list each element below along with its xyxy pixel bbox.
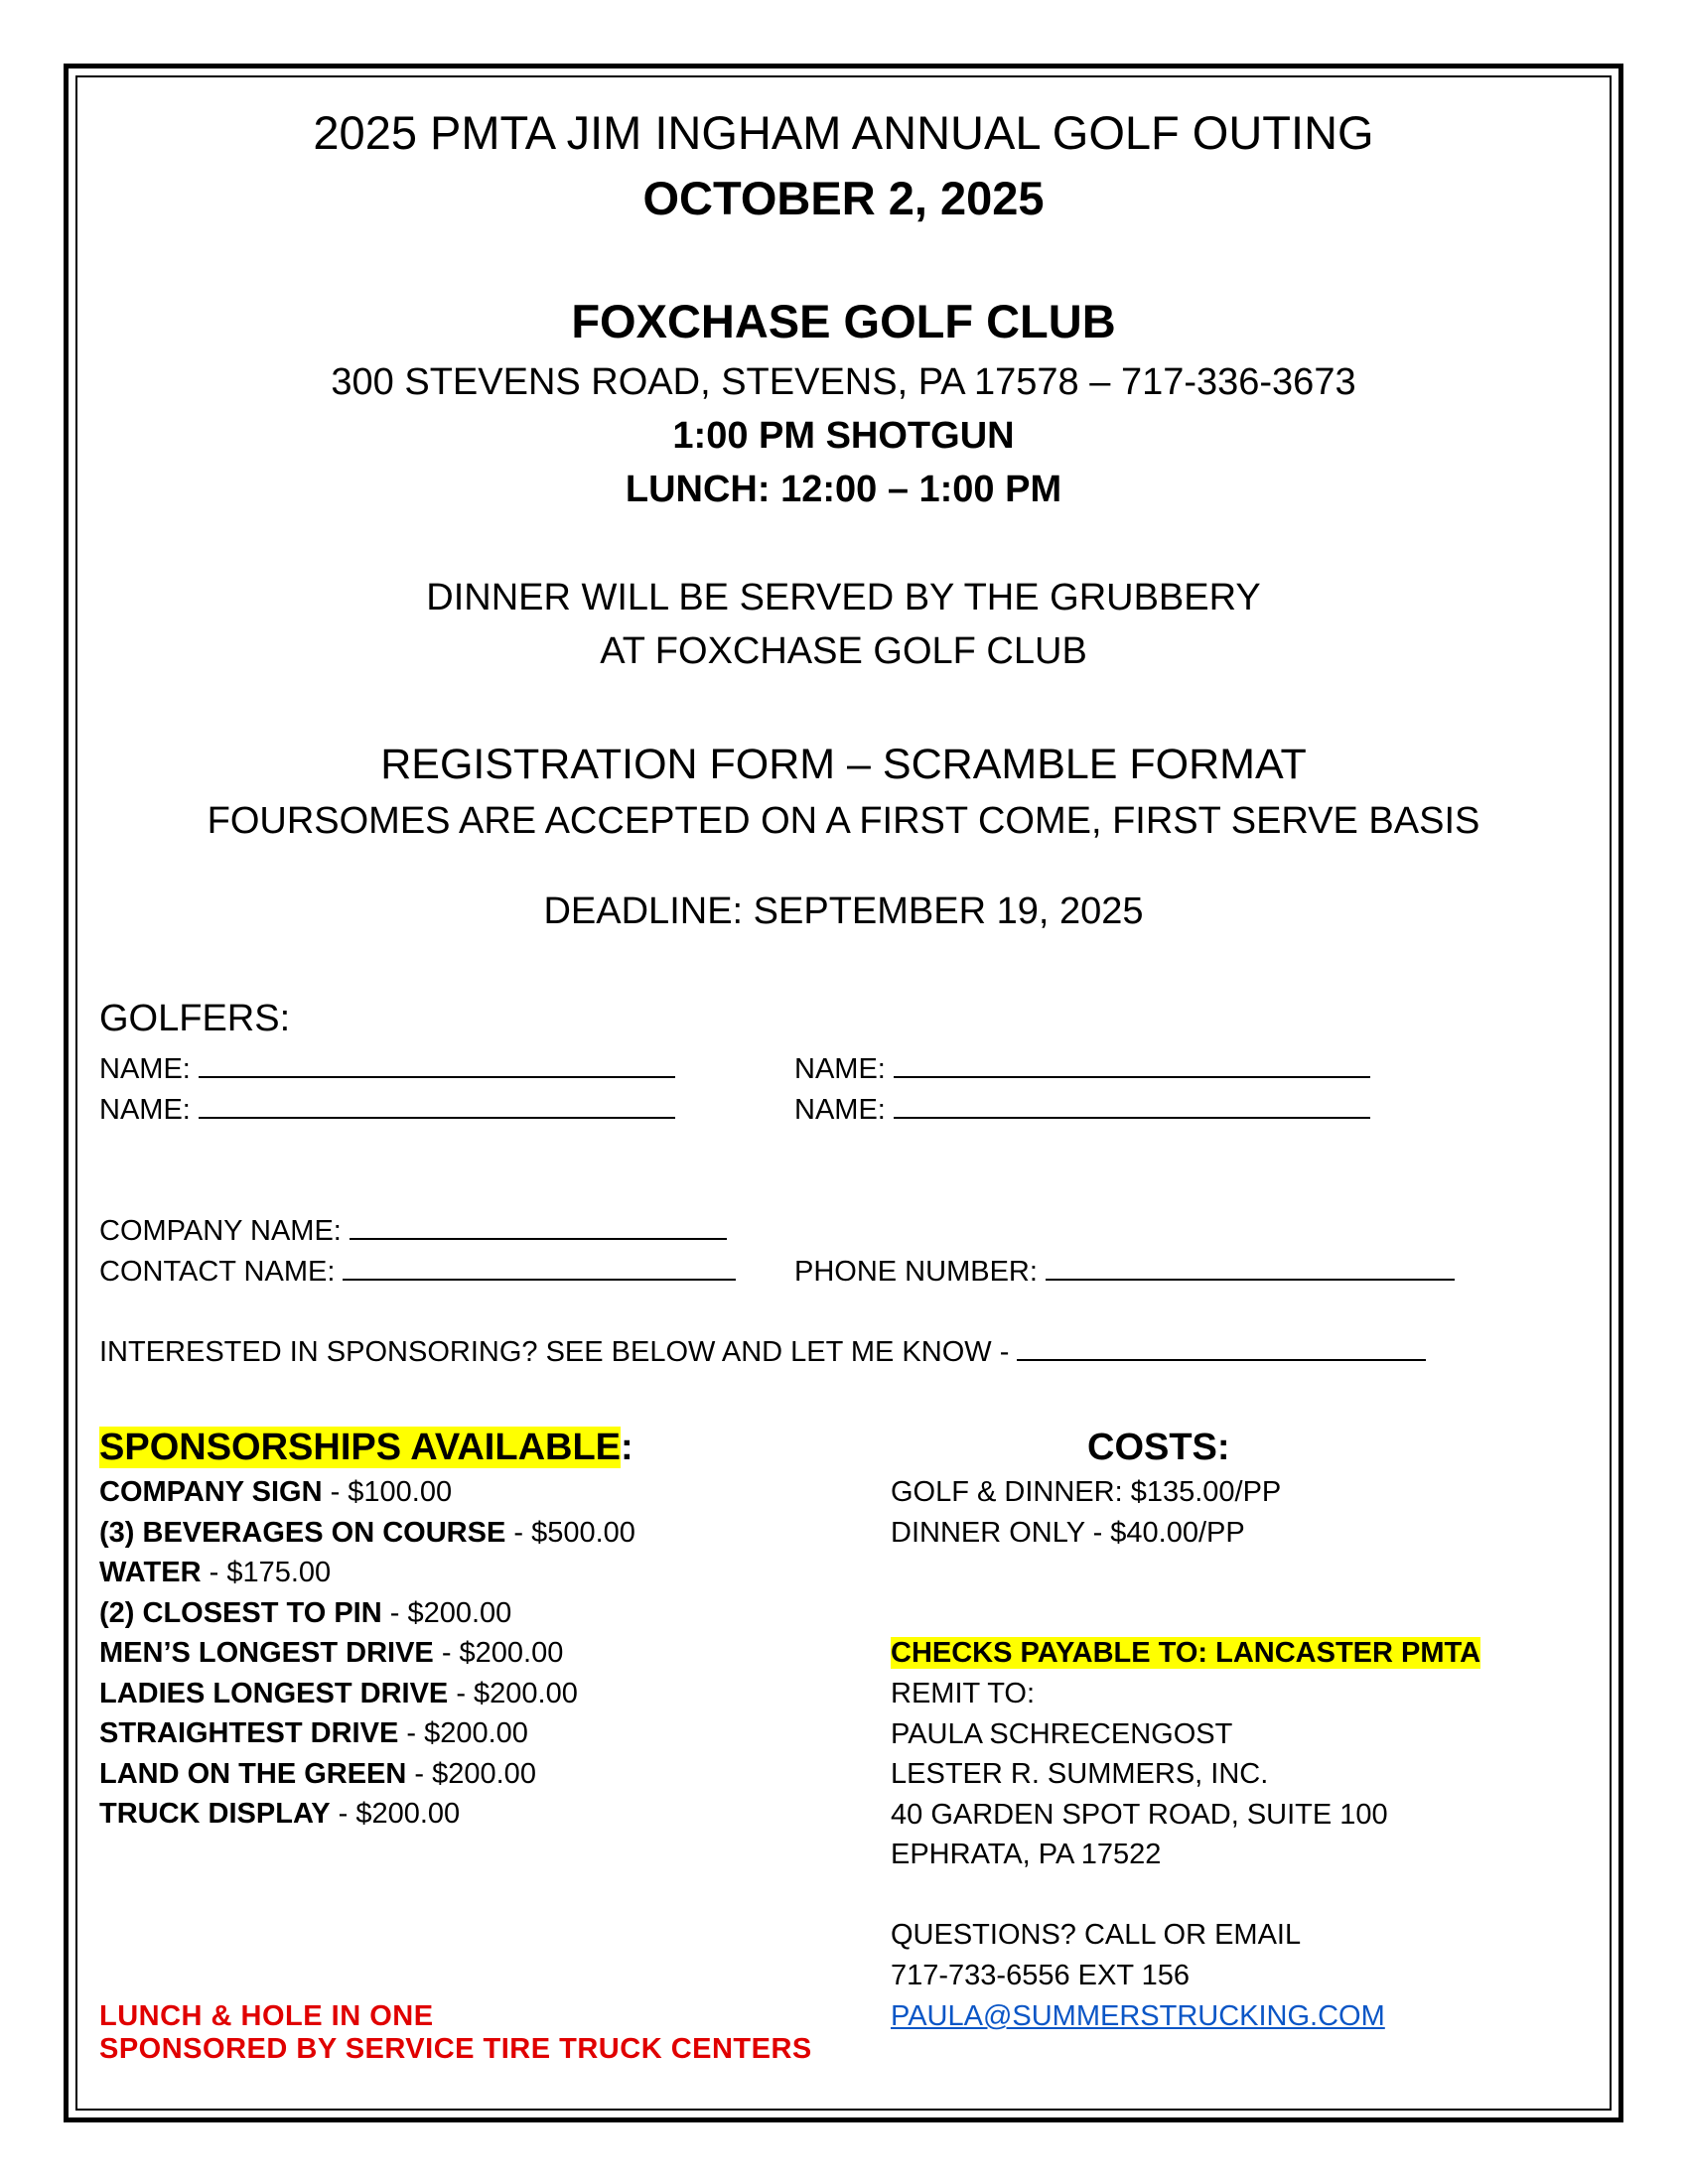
contact-label: CONTACT NAME: xyxy=(99,1256,336,1288)
sponsorship-name: (2) CLOSEST TO PIN xyxy=(99,1596,382,1629)
sponsor-interest-row xyxy=(99,1333,1426,1369)
golfer-name-field-4[interactable] xyxy=(894,1091,1370,1119)
company-row xyxy=(99,1212,727,1248)
event-date: OCTOBER 2, 2025 xyxy=(642,172,1045,224)
name-label: NAME: xyxy=(99,1094,191,1126)
deadline: DEADLINE: SEPTEMBER 19, 2025 xyxy=(543,890,1144,932)
email-link[interactable]: PAULA@SUMMERSTRUCKING.COM xyxy=(891,2000,1385,2032)
golfer-name-field-1[interactable] xyxy=(199,1050,675,1078)
sponsorship-item xyxy=(99,1758,536,1791)
venue-name: FOXCHASE GOLF CLUB xyxy=(571,295,1116,347)
sponsorship-price: - $200.00 xyxy=(330,1798,461,1830)
contact-row xyxy=(99,1253,736,1289)
sponsorship-item xyxy=(99,1597,511,1630)
remit-line: PAULA SCHRECENGOST xyxy=(891,1717,1233,1750)
name-label: NAME: xyxy=(794,1094,886,1126)
sponsorship-price: - $200.00 xyxy=(433,1637,564,1669)
sponsorship-name: LADIES LONGEST DRIVE xyxy=(99,1677,449,1709)
sponsorship-name: MEN’S LONGEST DRIVE xyxy=(99,1637,434,1669)
sponsor-footer-line-2: SPONSORED BY SERVICE TIRE TRUCK CENTERS xyxy=(99,2033,812,2065)
questions-line: QUESTIONS? CALL OR EMAIL xyxy=(891,1919,1302,1951)
golfer-name-row xyxy=(99,1091,675,1127)
remit-line: LESTER R. SUMMERS, INC. xyxy=(891,1758,1269,1790)
remit-line: REMIT TO: xyxy=(891,1678,1036,1709)
sponsorships-heading: SPONSORSHIPS AVAILABLE xyxy=(99,1427,622,1468)
golfer-name-row xyxy=(99,1050,675,1086)
dinner-line-1: DINNER WILL BE SERVED BY THE GRUBBERY xyxy=(426,577,1261,618)
phone-number-field[interactable] xyxy=(1046,1253,1455,1281)
venue-address: 300 STEVENS ROAD, STEVENS, PA 17578 – 717-336-3673 xyxy=(331,361,1356,403)
contact-name-field[interactable] xyxy=(343,1253,736,1281)
sponsorship-price: - $175.00 xyxy=(201,1557,332,1588)
name-label: NAME: xyxy=(794,1053,886,1085)
dinner-line-2: AT FOXCHASE GOLF CLUB xyxy=(600,630,1087,672)
phone-label: PHONE NUMBER: xyxy=(794,1256,1038,1288)
email-wrap xyxy=(891,2000,1385,2033)
costs-heading: COSTS xyxy=(1087,1427,1217,1468)
sponsorship-name: COMPANY SIGN xyxy=(99,1476,323,1508)
sponsorship-name: (3) BEVERAGES ON COURSE xyxy=(99,1516,506,1549)
sponsorship-price: - $200.00 xyxy=(398,1717,528,1749)
remit-line: EPHRATA, PA 17522 xyxy=(891,1839,1162,1870)
sponsorship-item xyxy=(99,1517,635,1550)
event-title: 2025 PMTA JIM INGHAM ANNUAL GOLF OUTING xyxy=(313,106,1374,159)
shotgun-time: 1:00 PM SHOTGUN xyxy=(672,415,1015,457)
sponsor-interest-field[interactable] xyxy=(1017,1333,1426,1361)
golfer-name-row xyxy=(794,1050,1370,1086)
sponsorship-item xyxy=(99,1678,578,1710)
foursomes-note: FOURSOMES ARE ACCEPTED ON A FIRST COME, FIRST SERVE BASIS xyxy=(207,800,1480,842)
contact-phone: 717-733-6556 EXT 156 xyxy=(891,1960,1190,1991)
lunch-time: LUNCH: 12:00 – 1:00 PM xyxy=(625,469,1062,510)
sponsorship-item xyxy=(99,1717,528,1750)
form-title: REGISTRATION FORM – SCRAMBLE FORMAT xyxy=(380,741,1307,788)
name-label: NAME: xyxy=(99,1053,191,1085)
sponsorship-name: STRAIGHTEST DRIVE xyxy=(99,1717,399,1749)
heading-colon: : xyxy=(621,1427,633,1468)
sponsorship-name: WATER xyxy=(99,1557,202,1588)
sponsor-footer-line-1: LUNCH & HOLE IN ONE xyxy=(99,2000,434,2032)
sponsorship-item xyxy=(99,1476,452,1509)
golfer-name-row xyxy=(794,1091,1370,1127)
sponsorship-item xyxy=(99,1637,563,1670)
phone-row xyxy=(794,1253,1455,1289)
cost-dinner-only: DINNER ONLY - $40.00/PP xyxy=(891,1517,1245,1549)
sponsorship-price: - $200.00 xyxy=(381,1596,512,1629)
checks-payable-wrap xyxy=(891,1637,1480,1670)
golfer-name-field-2[interactable] xyxy=(894,1050,1370,1078)
company-name-field[interactable] xyxy=(350,1212,727,1240)
heading-colon: : xyxy=(1216,1427,1230,1468)
sponsorship-item xyxy=(99,1798,460,1831)
checks-payable: CHECKS PAYABLE TO: LANCASTER PMTA xyxy=(891,1637,1481,1669)
golfer-name-field-3[interactable] xyxy=(199,1091,675,1119)
sponsorship-price: - $500.00 xyxy=(505,1516,635,1549)
sponsorship-price: - $100.00 xyxy=(322,1476,453,1508)
company-label: COMPANY NAME: xyxy=(99,1215,342,1247)
sponsorship-price: - $200.00 xyxy=(406,1757,536,1790)
sponsorship-name: TRUCK DISPLAY xyxy=(99,1798,331,1830)
sponsorship-name: LAND ON THE GREEN xyxy=(99,1757,407,1790)
sponsorships-heading-wrap xyxy=(99,1427,633,1469)
sponsor-interest-label: INTERESTED IN SPONSORING? SEE BELOW AND LET ME KNOW - xyxy=(99,1336,1010,1368)
remit-line: 40 GARDEN SPOT ROAD, SUITE 100 xyxy=(891,1798,1388,1831)
cost-golf-dinner: GOLF & DINNER: $135.00/PP xyxy=(891,1476,1282,1508)
sponsorship-item xyxy=(99,1557,331,1589)
sponsorship-price: - $200.00 xyxy=(448,1677,578,1709)
golfers-heading: GOLFERS: xyxy=(99,998,291,1039)
costs-heading-wrap xyxy=(1087,1427,1230,1469)
